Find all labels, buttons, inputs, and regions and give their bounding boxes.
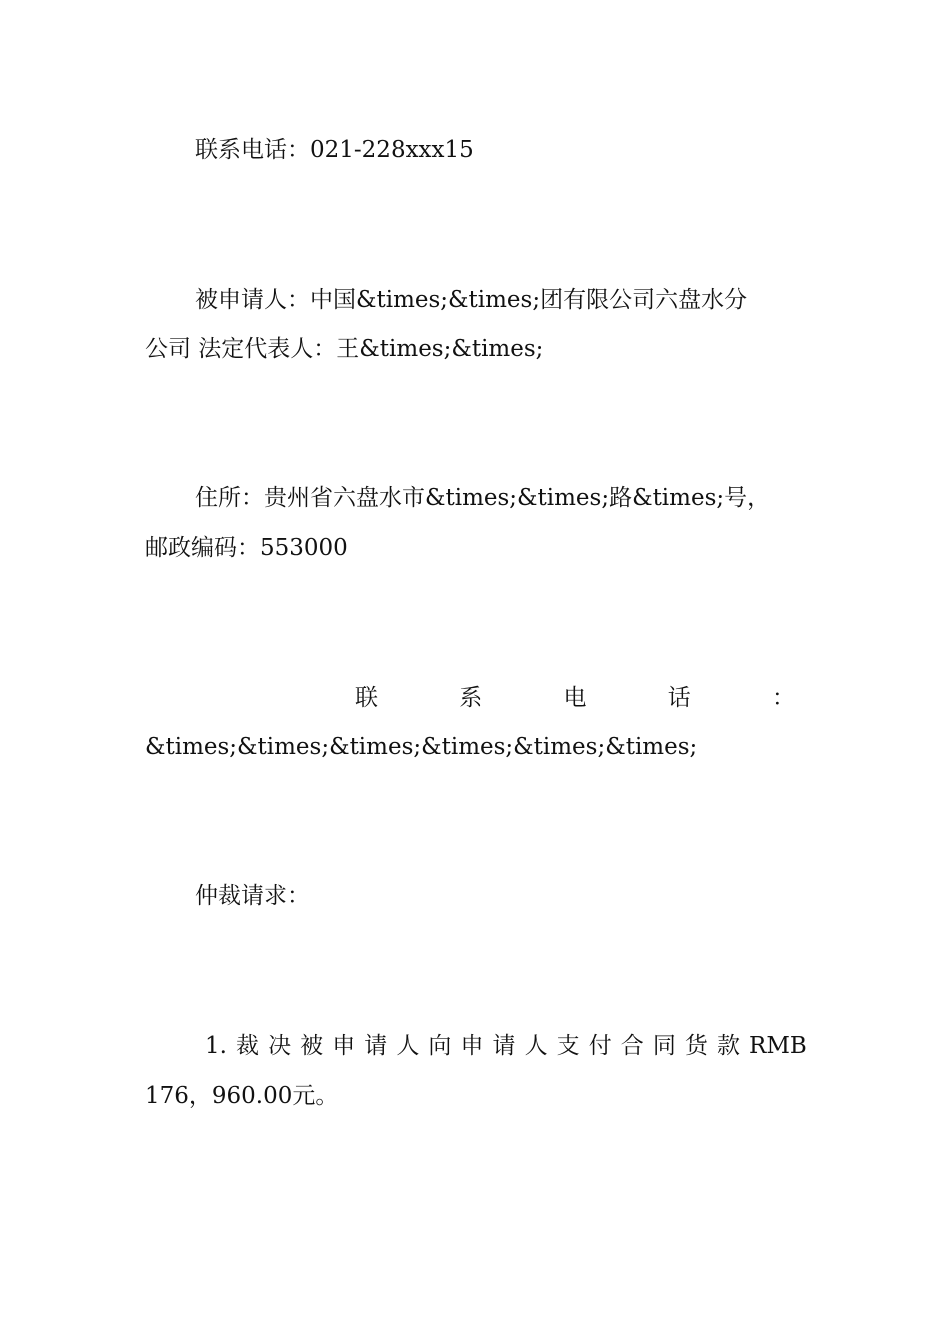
claim-char: 付 <box>588 1033 612 1059</box>
claim-char: 合 <box>620 1033 644 1059</box>
phone-label-char: 系 <box>459 685 483 711</box>
respondent-line-1: 被申请人：中国&times;&times;团有限公司六盘水分 <box>195 287 748 313</box>
claim-char: 人 <box>396 1033 420 1059</box>
respondent-line-2: 公司 法定代表人：王&times;&times; <box>145 336 544 362</box>
postal-code-line: 邮政编码：553000 <box>145 535 348 561</box>
claim-char: 人 <box>524 1033 548 1059</box>
claim-char: 申 <box>332 1033 356 1059</box>
phone-label-char: 联 <box>355 685 378 711</box>
respondent-phone-value: &times;&times;&times;&times;&times;&times; <box>145 734 698 760</box>
claim-char: 同 <box>652 1033 676 1059</box>
address-line-1: 住所：贵州省六盘水市&times;&times;路&times;号， <box>195 485 771 511</box>
claim-char: 1. <box>205 1033 227 1059</box>
phone-label-char: ： <box>772 685 795 711</box>
claim-char: 决 <box>268 1033 292 1059</box>
claim-char: 被 <box>300 1033 324 1059</box>
claim-char: 款 <box>716 1033 740 1059</box>
claim-1-line-1 <box>205 1031 807 1061</box>
claim-char: 货 <box>684 1033 708 1059</box>
claims-heading: 仲裁请求： <box>195 883 310 909</box>
phone-label-char: 话 <box>667 685 691 711</box>
applicant-phone: 联系电话：021-228xxx15 <box>195 137 474 163</box>
claim-char: 请 <box>364 1033 388 1059</box>
claim-1-line-2: 176，960.00元。 <box>145 1083 339 1109</box>
claim-char: 支 <box>556 1033 580 1059</box>
claim-char: 裁 <box>236 1033 260 1059</box>
claim-char: RMB <box>749 1033 807 1059</box>
claim-char: 请 <box>492 1033 516 1059</box>
phone-label-char: 电 <box>563 685 587 711</box>
respondent-phone-label <box>355 683 795 713</box>
claim-char: 申 <box>460 1033 484 1059</box>
claim-char: 向 <box>428 1033 452 1059</box>
